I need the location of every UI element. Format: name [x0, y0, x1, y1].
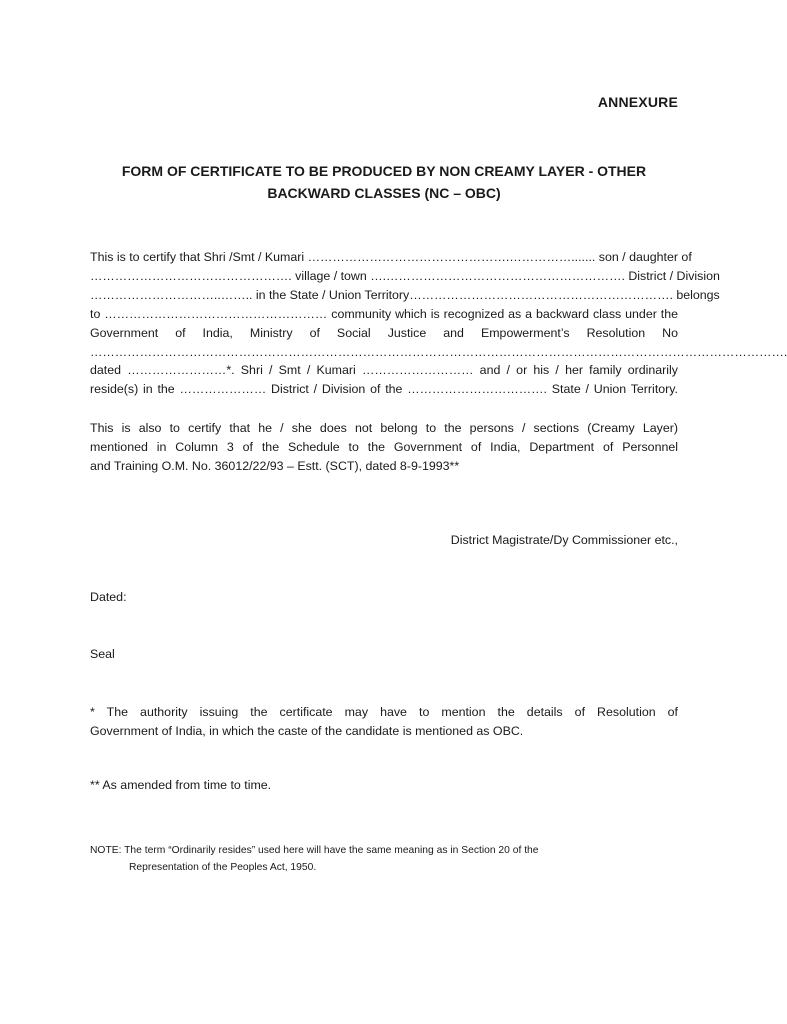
footnote-line: * The authority issuing the certificate may have to mention the details of Resolution of	[90, 705, 678, 719]
certificate-line: to ……………………………………………… community which is recognized as a backward class under the	[90, 306, 678, 321]
footnote-amended: ** As amended from time to time.	[90, 778, 272, 792]
creamy-layer-line: This is also to certify that he / she does not belong to the persons / sections (Creamy Layer)	[90, 421, 678, 435]
seal-label: Seal	[90, 647, 115, 661]
certificate-paragraph	[90, 248, 787, 399]
footnote-authority	[90, 703, 678, 741]
annexure-heading: ANNEXURE	[597, 94, 678, 110]
note-line-1: NOTE: The term “Ordinarily resides” used here will have the same meaning as in Section 20 of the	[90, 845, 539, 856]
certificate-line: reside(s) in the ………………… District / Division of the ……………………………. State / Union Territory.	[90, 382, 678, 397]
form-title	[90, 160, 678, 204]
dated-label: Dated:	[90, 590, 127, 604]
footnote-line: Government of India, in which the caste of the candidate is mentioned as OBC.	[90, 723, 524, 738]
creamy-layer-line: mentioned in Column 3 of the Schedule to the Government of India, Department of Personnel	[90, 439, 678, 454]
form-title-line-2: BACKWARD CLASSES (NC – OBC)	[267, 185, 501, 201]
form-title-line-1: FORM OF CERTIFICATE TO BE PRODUCED BY NON CREAMY LAYER - OTHER	[121, 163, 647, 179]
signatory-label: District Magistrate/Dy Commissioner etc.,	[450, 533, 678, 547]
certificate-line: This is to certify that Shri /Smt / Kumari ………………………………………….……………....... son / daughter of	[90, 250, 692, 264]
certificate-line: dated ……………………*. Shri / Smt / Kumari ……………………… and / or his / her family ordinarily	[90, 363, 678, 378]
certificate-line: …………………………………………………………………………………………………………………………………………………….	[90, 344, 787, 359]
certificate-line: …………………………..…….. in the State / Union Territory………………………………………………………. belongs	[90, 287, 720, 302]
creamy-layer-paragraph	[90, 419, 678, 476]
certificate-line: …………………………………………. village / town ….…………………………………………………. District / Division	[90, 268, 720, 283]
certificate-line: Government of India, Ministry of Social Justice and Empowerment’s Resolution No	[90, 325, 678, 340]
note-block	[90, 842, 678, 876]
creamy-layer-line: and Training O.M. No. 36012/22/93 – Estt. (SCT), dated 8-9-1993**	[90, 458, 460, 473]
note-line-2: Representation of the Peoples Act, 1950.	[129, 862, 317, 873]
